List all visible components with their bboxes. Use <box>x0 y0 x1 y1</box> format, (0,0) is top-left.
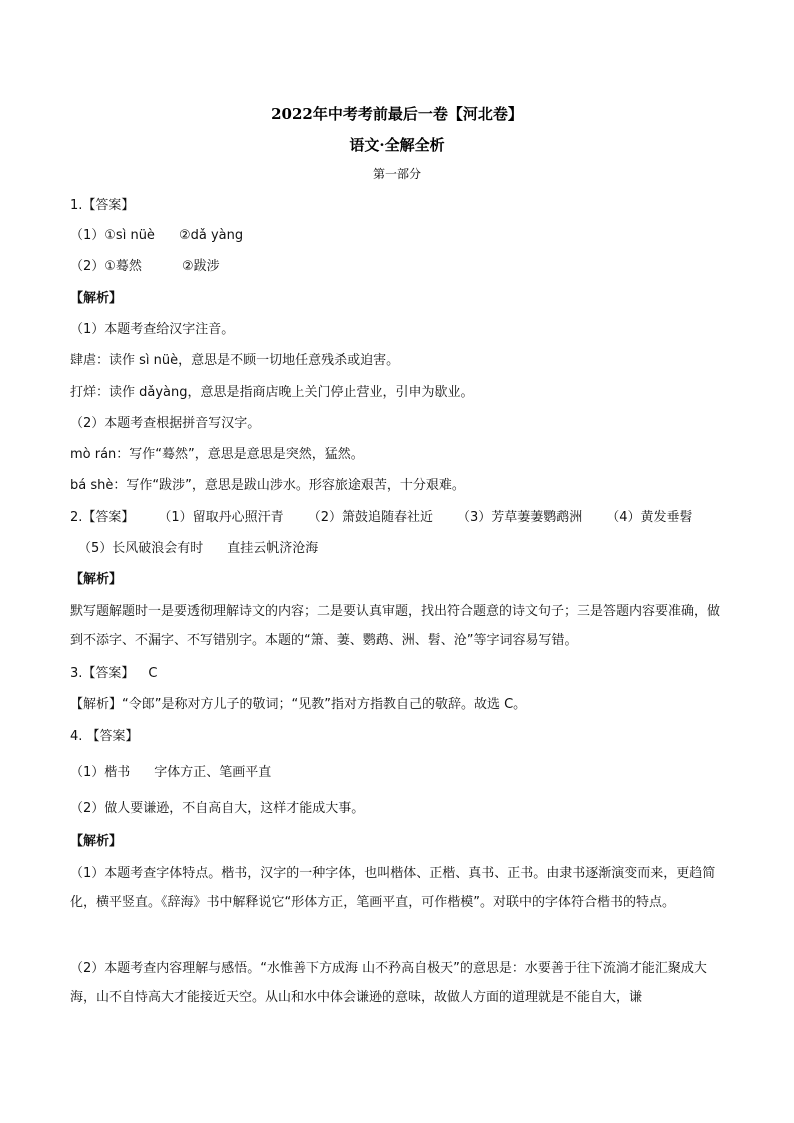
q2-analysis-label: 【解析】 <box>70 572 123 587</box>
q2-answer-line-1 <box>70 508 730 528</box>
q3-answer-label: 3.【答案】 <box>70 666 135 681</box>
q1-analysis-p2: 肆虐：读作 sì nüè，意思是不顾一切地任意残杀或迫害。 <box>70 353 400 368</box>
q3-answer-line <box>70 664 730 684</box>
q4-answer-label: 4. 【答案】 <box>70 729 139 744</box>
q4-analysis-label: 【解析】 <box>70 834 123 849</box>
document-subtitle: 语文·全解全析 <box>349 136 445 154</box>
q1-answer-2 <box>70 257 730 277</box>
q4-analysis-p2: （2）本题考查内容理解与感悟。“水惟善下方成海 山不矜高自极天”的意思是：水要善于往下流淌才能汇聚成大海，山不自恃高大才能接近天空。从山和水中体会谦逊的意味，故做人方面的道理就是不能自大，谦 <box>70 961 707 1005</box>
q1-analysis-p1: （1）本题考查给汉字注音。 <box>70 322 235 337</box>
q3-answer: C <box>148 666 158 681</box>
q4-answer-1 <box>70 763 730 783</box>
q2-answer-line-2 <box>78 539 738 559</box>
q1-ans2-b: ②跋涉 <box>181 259 220 274</box>
q2-answer-1: （1）留取丹心照汗青 <box>158 510 284 525</box>
q4-answer-1b: 字体方正、笔画平直 <box>154 765 272 780</box>
q1-ans2-a: ①蓦然 <box>104 259 142 274</box>
q2-analysis-p1: 默写题解题时一是要透彻理解诗文的内容；二是要认真审题，找出符合题意的诗文句子；三是答题内容要准确，做到不添字、不漏字、不写错别字。本题的“箫、萋、鹦鹉、洲、髫、沧”等字词容易写错。 <box>70 604 721 648</box>
q4-analysis-p1: （1）本题考查字体特点。楷书，汉字的一种字体，也叫楷体、正楷、真书、正书。由隶书逐渐演变而来，更趋简化，横平竖直。《辞海》书中解释说它“形体方正，笔画平直，可作楷模”。对联中的字体符合楷书的特点。 <box>70 866 716 910</box>
q1-ans2-prefix: （2） <box>70 259 105 274</box>
q1-analysis-p6: bá shè：写作“跋涉”，意思是跋山涉水。形容旅途艰苦，十分艰难。 <box>70 478 465 493</box>
q1-answer-label: 1.【答案】 <box>70 198 135 213</box>
q1-ans1-a: ①sì nüè <box>104 228 155 243</box>
q1-analysis-label: 【解析】 <box>70 291 123 306</box>
q2-answer-2: （2）箫鼓追随春社近 <box>307 510 433 525</box>
q2-answer-4: （4）黄发垂髫 <box>606 510 693 525</box>
q4-answer-1a: （1）楷书 <box>70 765 131 780</box>
q1-ans1-prefix: （1） <box>70 228 105 243</box>
q1-analysis-p3: 打烊：读作 dǎyàng，意思是指商店晚上关门停止营业，引申为歇业。 <box>70 385 474 400</box>
q1-analysis-p4: （2）本题考查根据拼音写汉字。 <box>70 416 261 431</box>
q3-analysis: 【解析】“令郎”是称对方儿子的敬词；“见教”指对方指教自己的敬辞。故选 C。 <box>70 697 527 712</box>
q1-analysis-p5: mò rán：写作“蓦然”，意思是意思是突然，猛然。 <box>70 447 364 462</box>
section-heading: 第一部分 <box>372 167 421 181</box>
q2-answer-5: （5）长风破浪会有时 <box>78 541 204 556</box>
q1-answer-1 <box>70 226 730 246</box>
q1-ans1-b: ②dǎ yàng <box>178 228 244 243</box>
q2-answer-label: 2.【答案】 <box>70 510 135 525</box>
q2-answer-3: （3）芳草萋萋鹦鹉洲 <box>456 510 583 525</box>
q4-answer-2: （2）做人要谦逊，不自高自大，这样才能成大事。 <box>70 801 365 816</box>
document-title: 2022年中考考前最后一卷【河北卷】 <box>271 105 523 123</box>
q2-answer-5b: 直挂云帆济沧海 <box>227 541 319 556</box>
